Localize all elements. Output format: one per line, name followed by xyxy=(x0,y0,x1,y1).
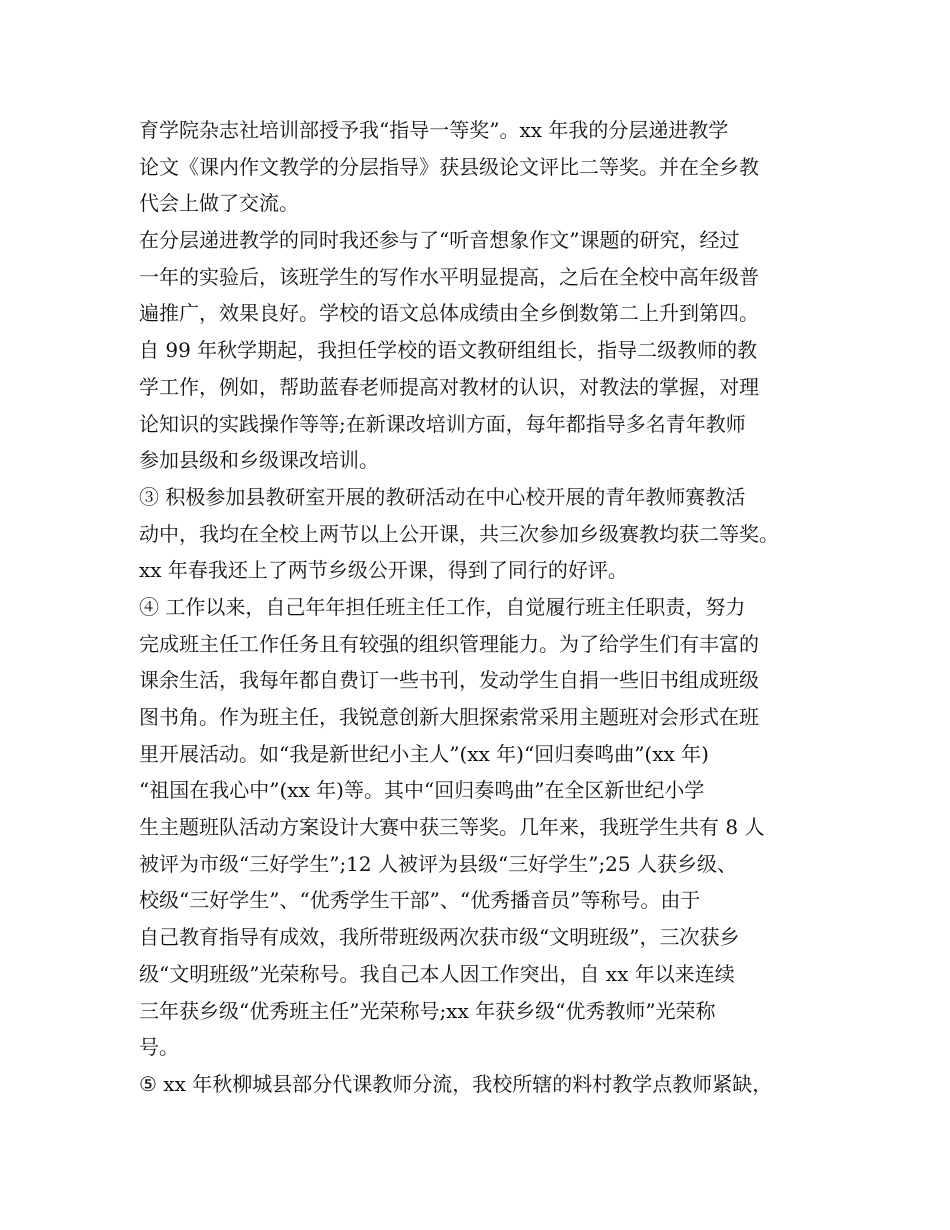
text-line: 自己教育指导有成效，我所带班级两次获市级“文明班级”，三次获乡 xyxy=(139,925,740,950)
text-line: xx 年春我还上了两节乡级公开课，得到了同行的好评。 xyxy=(139,558,628,583)
text-line: ⑤ xx 年秋柳城县部分代课教师分流，我校所辖的料村教学点教师紧缺， xyxy=(139,1071,773,1096)
text-line: ③ 积极参加县教研室开展的教研活动在中心校开展的青年教师赛教活 xyxy=(139,484,746,509)
text-line: “祖国在我心中”(xx 年)等。其中“回归奏鸣曲”在全区新世纪小学 xyxy=(139,778,705,803)
text-line: 一年的实验后，该班学生的写作水平明显提高，之后在全校中高年级普 xyxy=(139,264,759,289)
text-line: 完成班主任工作任务且有较强的组织管理能力。为了给学生们有丰富的 xyxy=(139,631,759,656)
text-line: 育学院杂志社培训部授予我“指导一等奖”。xx 年我的分层递进教学 xyxy=(139,118,729,142)
text-line: 遍推广，效果良好。学校的语文总体成绩由全乡倒数第二上升到第四。 xyxy=(139,301,759,326)
text-line: 学工作，例如，帮助蓝春老师提高对教材的认识，对教法的掌握，对理 xyxy=(139,374,759,399)
text-line: ④ 工作以来，自己年年担任班主任工作，自觉履行班主任职责，努力 xyxy=(139,594,746,619)
text-line: 号。 xyxy=(139,1035,179,1060)
text-line: 校级“三好学生”、“优秀学生干部”、“优秀播音员”等称号。由于 xyxy=(139,888,701,913)
text-line: 生主题班队活动方案设计大赛中获三等奖。几年来，我班学生共有 8 人 xyxy=(139,815,765,840)
text-line: 课余生活，我每年都自费订一些书刊，发动学生自捐一些旧书组成班级 xyxy=(139,668,759,693)
text-line: 三年获乡级“优秀班主任”光荣称号;xx 年获乡级“优秀教师”光荣称 xyxy=(139,998,716,1023)
text-line: 里开展活动。如“我是新世纪小主人”(xx 年)“回归奏鸣曲”(xx 年) xyxy=(139,741,709,766)
text-line: 在分层递进教学的同时我还参与了“听音想象作文”课题的研究，经过 xyxy=(139,228,740,253)
text-line: 代会上做了交流。 xyxy=(139,191,299,216)
text-line: 论文《课内作文教学的分层指导》获县级论文评比二等奖。并在全乡教 xyxy=(139,154,759,179)
text-line: 参加县级和乡级课改培训。 xyxy=(139,448,379,473)
text-line: 级“文明班级”光荣称号。我自己本人因工作突出，自 xx 年以来连续 xyxy=(139,961,735,986)
document-body xyxy=(139,112,829,1103)
text-line: 自 99 年秋学期起，我担任学校的语文教研组组长，指导二级教师的教 xyxy=(139,338,758,363)
text-line: 论知识的实践操作等等;在新课改培训方面，每年都指导多名青年教师 xyxy=(139,411,746,436)
text-line: 被评为市级“三好学生”;12 人被评为县级“三好学生”;25 人获乡级、 xyxy=(139,851,737,876)
text-line: 图书角。作为班主任，我锐意创新大胆探索常采用主题班对会形式在班 xyxy=(139,705,759,729)
text-line: 动中，我均在全校上两节以上公开课，共三次参加乡级赛教均获二等奖。 xyxy=(139,521,779,546)
